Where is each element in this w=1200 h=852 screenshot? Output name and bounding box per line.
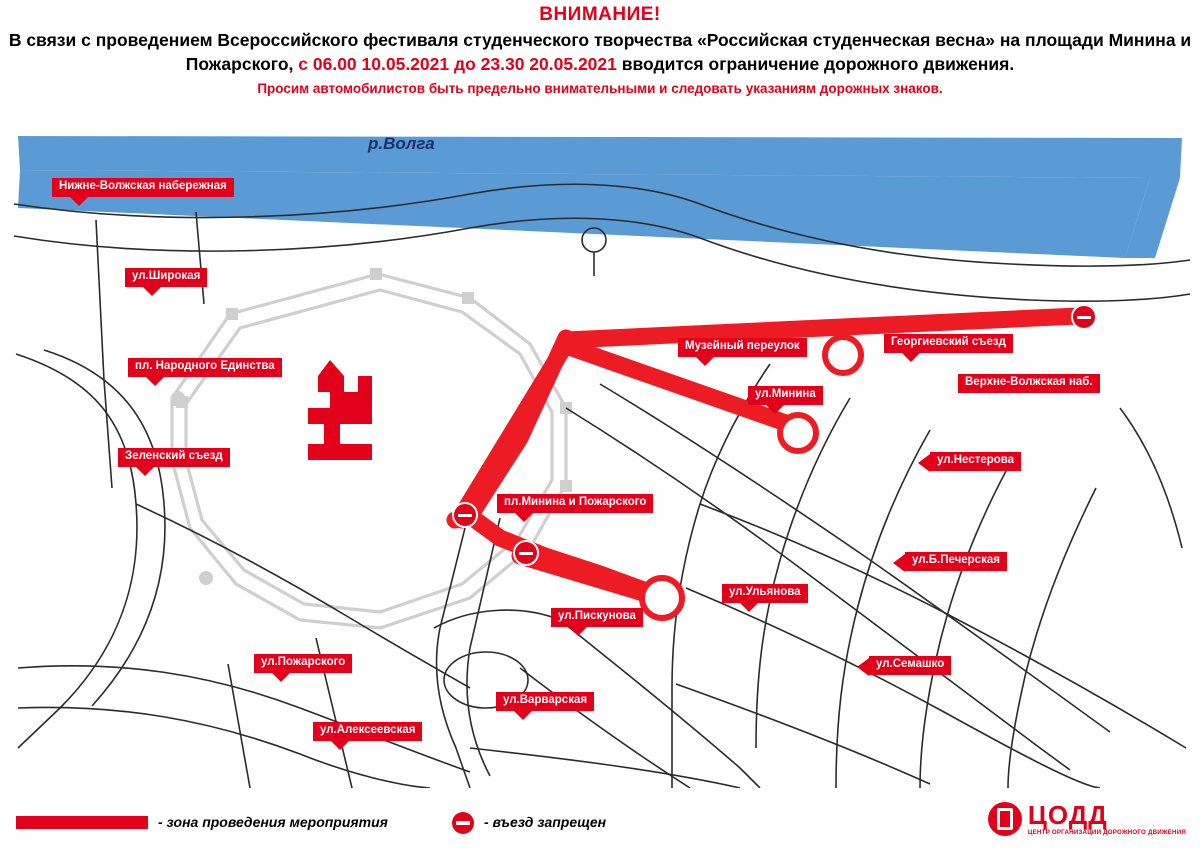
label-ul-piskunova[interactable]: ул.Пискунова	[551, 608, 643, 627]
label-ul-alekseevskaya[interactable]: ул.Алексеевская	[313, 722, 422, 741]
codd-logo	[988, 802, 1186, 836]
river-volga	[18, 136, 1182, 258]
label-nizhne-volzhskaya-naberezhnaya[interactable]: Нижне-Волжская набережная	[52, 178, 234, 197]
notice-part-2: вводится ограничение дорожного движения.	[616, 53, 1015, 74]
label-ul-shirokaya[interactable]: ул.Широкая	[125, 268, 207, 287]
label-ul-varvarskaya[interactable]: ул.Варварская	[496, 692, 594, 711]
river-label: р.Волга	[368, 134, 435, 153]
codd-logo-subtitle: ЦЕНТР ОРГАНИЗАЦИИ ДОРОЖНОГО ДВИЖЕНИЯ	[1027, 829, 1186, 836]
label-verkhne-volzhskaya-nab[interactable]: Верхне-Волжская наб.	[958, 374, 1100, 393]
label-pl-minina-i-pozharskogo[interactable]: пл.Минина и Пожарского	[497, 494, 653, 513]
label-muzeynyy-pereulok[interactable]: Музейный переулок	[678, 338, 807, 357]
subnotice-text: Просим автомобилистов быть предельно внимательными и следовать указаниям дорожных знаков.	[257, 81, 943, 97]
no-entry-sign-square-north[interactable]	[452, 502, 478, 528]
attention-title: ВНИМАНИЕ!	[539, 4, 661, 25]
map-canvas	[0, 108, 1200, 788]
label-pl-narodnogo-edinstva[interactable]: пл. Народного Единства	[128, 358, 282, 377]
no-entry-sign-georgievskiy[interactable]	[1071, 304, 1097, 330]
codd-logo-title: ЦОДД	[1027, 800, 1108, 830]
kremlin-monument-icon	[308, 360, 372, 460]
legend-zone-label: - зона проведения мероприятия	[158, 814, 388, 830]
label-ul-nesterova[interactable]: ул.Нестерова	[930, 452, 1021, 471]
notice-text	[0, 29, 1200, 76]
no-entry-sign-square-south[interactable]	[513, 540, 539, 566]
label-ul-semashko[interactable]: ул.Семашко	[869, 656, 951, 675]
label-ul-pozharskogo[interactable]: ул.Пожарского	[254, 654, 352, 673]
label-ul-b-pecherskaya[interactable]: ул.Б.Печерская	[905, 552, 1007, 571]
codd-logo-text	[1028, 802, 1186, 836]
notice-part-1: В связи с проведением Всероссийского фестиваля студенческого творчества «Российская студенческая весна» на площади Минина и Пожарского,	[8, 30, 1192, 74]
codd-logo-icon	[988, 802, 1022, 836]
legend-footer	[0, 788, 1200, 852]
notice-dates: с 06.00 10.05.2021 до 23.30 20.05.2021	[298, 53, 617, 74]
legend-no-entry-icon	[452, 812, 474, 834]
label-ul-minina[interactable]: ул.Минина	[748, 386, 823, 405]
legend-zone-swatch	[16, 816, 148, 829]
label-zelenskiy-sezd[interactable]: Зеленский съезд	[118, 448, 230, 467]
legend-no-entry-label: - въезд запрещен	[484, 814, 607, 830]
label-georgievskiy-sezd[interactable]: Георгиевский съезд	[884, 334, 1013, 353]
header-banner	[0, 0, 1200, 108]
label-ul-ulyanova[interactable]: ул.Ульянова	[722, 584, 808, 603]
